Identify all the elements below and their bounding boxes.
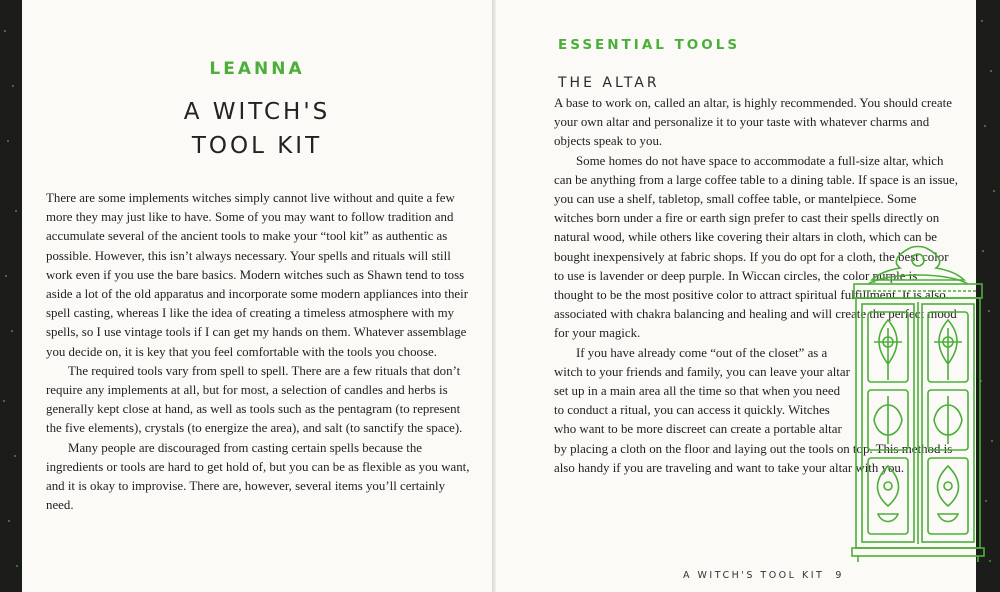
left-page-edge [0,0,22,592]
paragraph: There are some implements witches simply cannot live without and quite a few more they may just like to have. Some of you may want to follow tradition and accumulate several of the ancient tools to make your “tool kit” as authentic as possible. However, this isn’t always necessary. Your spells and rituals will still work even if you use the bare basics. Modern witches such as Shawn tend to toss aside a lot of the old apparatus and incorporate some modern appliances into their spell casting, whereas I like the idea of creating a timeless atmosphere with my spells, so I use vintage tools if I can get my hands on them. Whatever assemblage you decide on, it is key that you feel comfortable with the tools you choose. [46,191,469,359]
paragraph: A base to work on, called an altar, is highly recommended. You should create your own altar and personalize it to your taste with whatever charms and objects speak to you. [554,96,952,149]
footer-title: A WITCH'S TOOL KIT [683,570,825,581]
paragraph: If you have already come “out of the closet” as a witch to your friends and family, you can leave your altar set up in a main area all the time so that when you need to conduct a ritual, you can access it quickly. Witches who want to be more discreet can create a portable altar by placing a cloth on the floor and laying out the tools on top. This method is also handy if you are traveling and want to take your altar with you. [554,345,953,475]
author-name: LEANNA [209,59,305,79]
cabinet-illustration [848,244,988,564]
paragraph: The required tools vary from spell to spell. There are a few rituals that don’t require any implements at all, but for most, a selection of candles and herbs is generally kept close at hand, as well as tools such as the pentagram (to represent the five elements), crystals (to energize the area), and salt (to sanctify the space). [46,363,463,436]
chapter-title [22,95,492,163]
subsection-title: THE ALTAR [558,75,660,91]
paragraph: Some homes do not have space to accommodate a full-size altar, which can be anything from a large coffee table to a dining table. If space is an issue, you can use a shelf, tabletop, small coffee table, or mantelpiece. Some witches born under a fire or earth sign prefer to cast their spells directly on natural wood, while others like covering their altars in cloth, which can be bought inexpensively at fabric shops. If you do opt for a cloth, the best color to use is lavender or deep purple. In Wiccan circles, the color purple is thought to be the most positive color to attract spiritual fulfillment. It is also associated with chakra balancing and healing and will create the perfect mood for your magick. [554,153,958,341]
left-body-text [46,189,474,515]
page-number: 9 [835,570,844,581]
running-footer [683,570,844,581]
chapter-title-line-2: TOOL KIT [191,133,323,159]
paragraph: Many people are discouraged from casting certain spells because the ingredients or tools are hard to get hold of, but you can be as flexible as you want, and it is okay to improvise. There are, however, several items you’ll certainly need. [46,440,470,513]
chapter-title-line-1: A WITCH'S [183,99,331,125]
left-page [22,0,492,592]
right-page [496,0,976,592]
section-title: ESSENTIAL TOOLS [558,37,741,53]
